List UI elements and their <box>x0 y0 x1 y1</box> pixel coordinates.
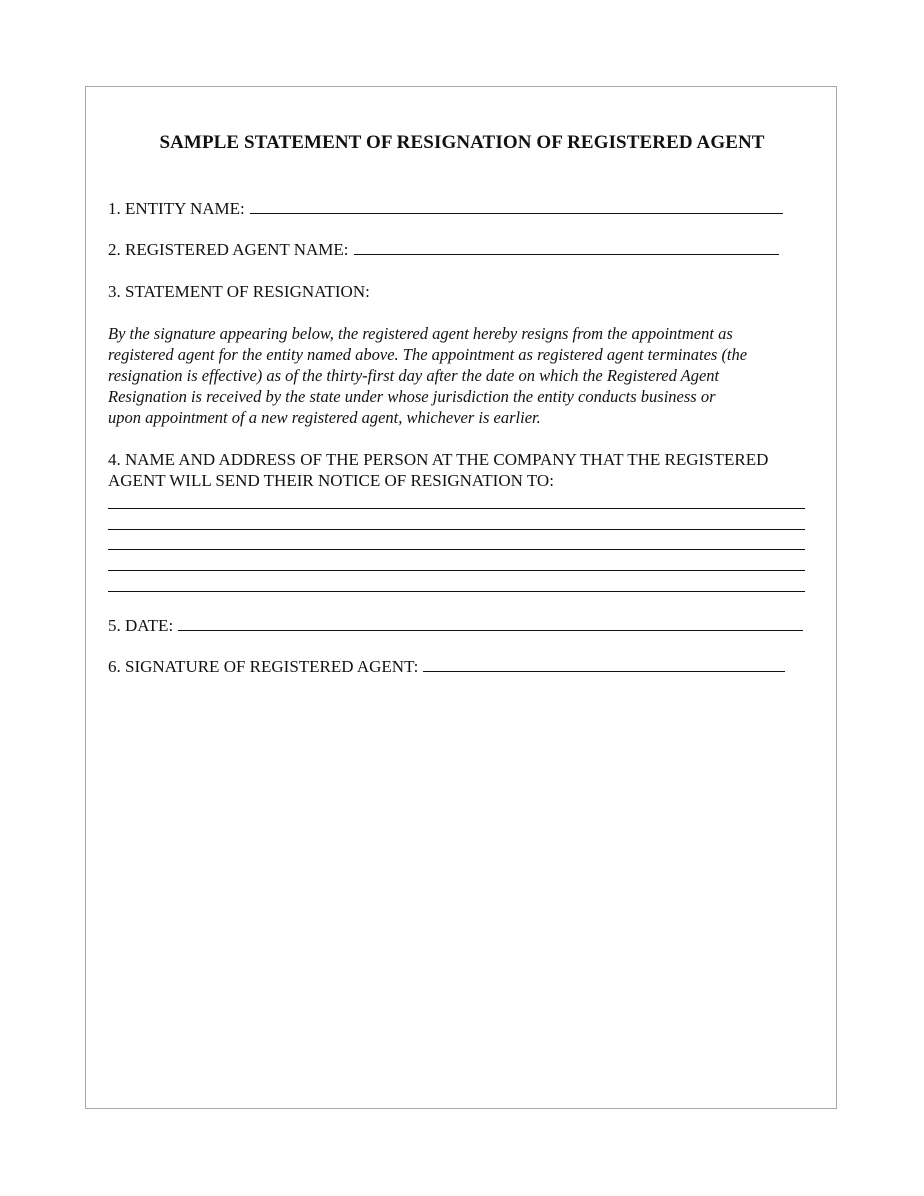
notice-heading <box>108 449 768 491</box>
statement-line: registered agent for the entity named above. The appointment as registered agent terminates (the <box>108 345 748 364</box>
notice-address-blank[interactable] <box>108 529 805 530</box>
entity-name-label: 1. ENTITY NAME: <box>108 199 245 218</box>
statement-line: resignation is effective) as of the thirty-first day after the date on which the Registered Agent <box>108 366 720 385</box>
agent-name-blank[interactable] <box>354 240 779 255</box>
statement-line: Resignation is received by the state under whose jurisdiction the entity conducts business or <box>108 387 716 406</box>
notice-address-blank[interactable] <box>108 591 805 592</box>
notice-address-blank[interactable] <box>108 570 805 571</box>
date-label: 5. DATE: <box>108 616 174 635</box>
signature-blank[interactable] <box>423 657 785 672</box>
entity-name-field <box>108 199 783 219</box>
statement-line: By the signature appearing below, the registered agent hereby resigns from the appointment as <box>108 324 733 343</box>
statement-paragraph <box>108 323 818 428</box>
notice-address-blank[interactable] <box>108 549 805 550</box>
entity-name-blank[interactable] <box>250 199 783 214</box>
statement-line: upon appointment of a new registered agent, whichever is earlier. <box>108 408 541 427</box>
document-title: SAMPLE STATEMENT OF RESIGNATION OF REGISTERED AGENT <box>159 132 765 153</box>
signature-label: 6. SIGNATURE OF REGISTERED AGENT: <box>108 657 419 676</box>
notice-heading-line: AGENT WILL SEND THEIR NOTICE OF RESIGNATION TO: <box>108 471 554 490</box>
date-blank[interactable] <box>178 616 803 631</box>
agent-name-field <box>108 240 779 260</box>
signature-field <box>108 657 785 677</box>
agent-name-label: 2. REGISTERED AGENT NAME: <box>108 240 349 259</box>
date-field <box>108 616 803 636</box>
statement-heading: 3. STATEMENT OF RESIGNATION: <box>108 282 370 301</box>
notice-heading-line: 4. NAME AND ADDRESS OF THE PERSON AT THE COMPANY THAT THE REGISTERED <box>108 450 769 469</box>
notice-address-blank[interactable] <box>108 508 805 509</box>
